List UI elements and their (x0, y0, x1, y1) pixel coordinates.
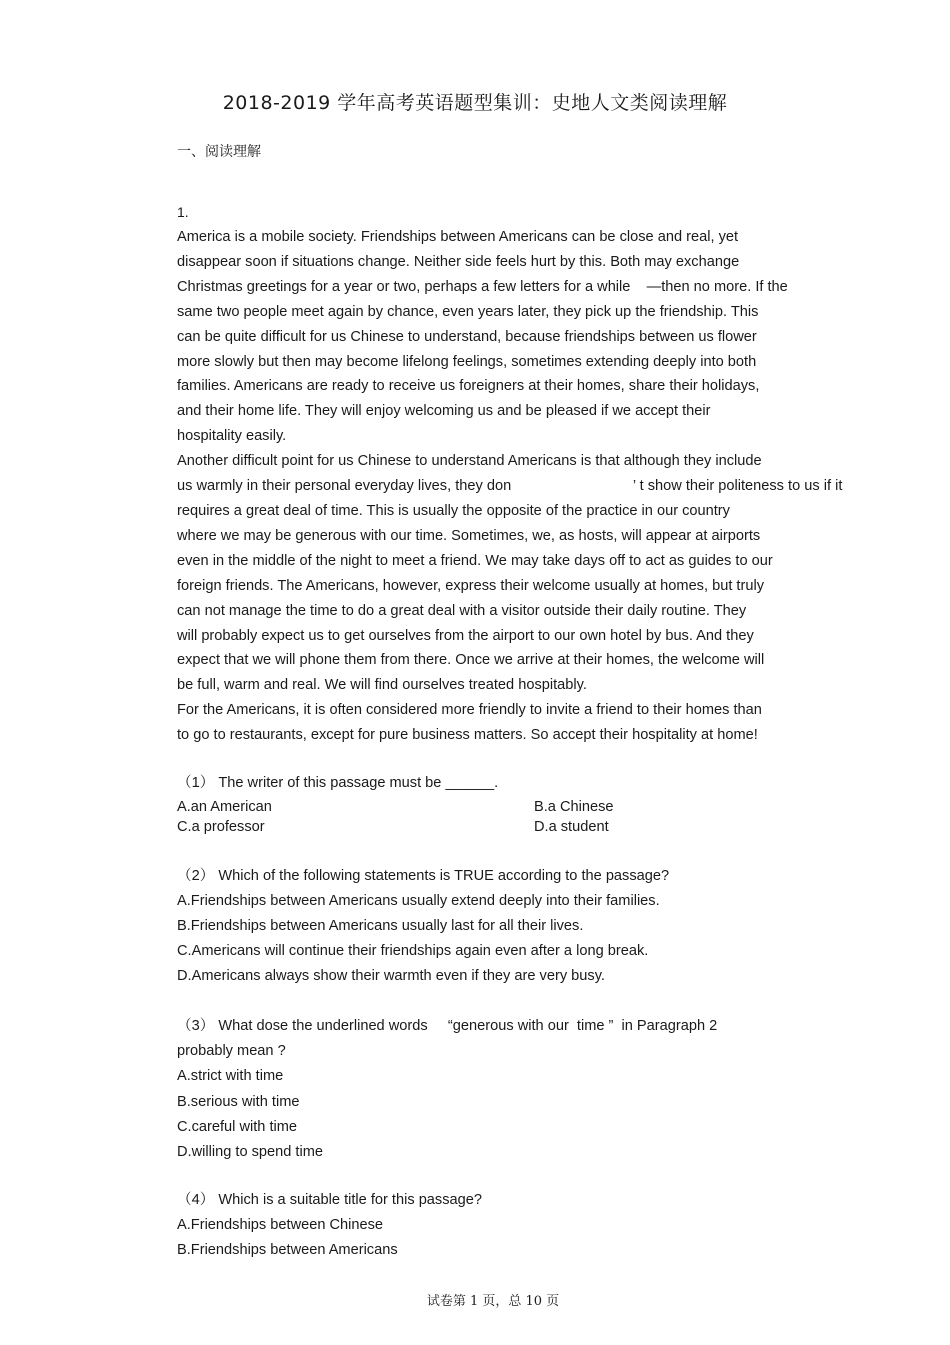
page-footer: 试卷第 1 页，总 10 页 (426, 1294, 560, 1309)
passage-line: For the Americans, it is often considered more friendly to invite a friend to their homes than (177, 702, 762, 719)
option-b: B.a Chinese (534, 799, 614, 815)
section-heading: 一、阅读理解 (177, 144, 261, 160)
question-stem: （1） The writer of this passage must be ______. (177, 775, 499, 791)
question-stem-continued: probably mean ? (177, 1043, 286, 1060)
question-2 (177, 864, 877, 989)
passage-line: more slowly but then may become lifelong feelings, sometimes extending deeply into both (177, 353, 757, 370)
question-number: 1. (177, 204, 189, 220)
passage-line: hospitality easily. (177, 428, 287, 445)
question-3 (177, 1014, 877, 1165)
passage-line: to go to restaurants, except for pure business matters. So accept their hospitality at home! (177, 727, 758, 744)
passage-line: expect that we will phone them from there. Once we arrive at their homes, the welcome will (177, 652, 765, 669)
option-c: C.careful with time (177, 1118, 298, 1135)
document-title: 2018-2019 学年高考英语题型集训：史地人文类阅读理解 (222, 92, 728, 114)
option-c: C.Americans will continue their friendships again even after a long break. (177, 943, 649, 959)
option-a: A.Friendships between Americans usually extend deeply into their families. (177, 893, 660, 909)
option-d: D.a student (534, 819, 609, 835)
option-a: A.strict with time (177, 1068, 284, 1085)
passage-line: will probably expect us to get ourselves from the airport to our own hotel by bus. And they (177, 627, 754, 644)
option-b: B.serious with time (177, 1093, 300, 1110)
passage-line: requires a great deal of time. This is usually the opposite of the practice in our country (177, 502, 730, 519)
passage-line: Christmas greetings for a year or two, perhaps a few letters for a while —then no more. If the (177, 278, 788, 295)
question-1 (177, 772, 877, 837)
passage-line: and their home life. They will enjoy welcoming us and be pleased if we accept their (177, 403, 711, 420)
passage-line: even in the middle of the night to meet a friend. We may take days off to act as guides to our (177, 552, 773, 569)
passage-line: same two people meet again by chance, even years later, they pick up the friendship. This (177, 303, 759, 320)
option-a: A.Friendships between Chinese (177, 1217, 384, 1234)
question-4 (177, 1188, 877, 1264)
passage-line: be full, warm and real. We will find ourselves treated hospitably. (177, 677, 587, 694)
option-d: D.willing to spend time (177, 1144, 324, 1161)
passage-line: families. Americans are ready to receive us foreigners at their homes, share their holidays, (177, 378, 760, 395)
reading-passage (177, 225, 877, 748)
question-stem: （4） Which is a suitable title for this passage? (177, 1192, 482, 1208)
option-c: C.a professor (177, 819, 265, 835)
passage-line: America is a mobile society. Friendships between Americans can be close and real, yet (177, 229, 739, 245)
passage-line: Another difficult point for us Chinese to understand Americans is that although they include (177, 453, 762, 470)
passage-line: disappear soon if situations change. Neither side feels hurt by this. Both may exchange (177, 253, 740, 270)
passage-line: can not manage the time to do a great deal with a visitor outside their daily routine. They (177, 602, 747, 619)
option-b: B.Friendships between Americans (177, 1242, 398, 1259)
option-a: A.an American (177, 799, 272, 815)
question-stem: （3） What dose the underlined words “generous with our time ” in Paragraph 2 (177, 1018, 718, 1034)
question-stem: （2） Which of the following statements is TRUE according to the passage? (177, 868, 670, 884)
option-d: D.Americans always show their warmth even if they are very busy. (177, 968, 605, 984)
option-b: B.Friendships between Americans usually last for all their lives. (177, 918, 584, 934)
passage-line: foreign friends. The Americans, however, express their welcome usually at homes, but truly (177, 577, 764, 594)
passage-line: where we may be generous with our time. Sometimes, we, as hosts, will appear at airports (177, 527, 761, 544)
passage-line: us warmly in their personal everyday lives, they don ’ t show their politeness to us if it (177, 478, 843, 495)
passage-line: can be quite difficult for us Chinese to understand, because friendships between us flower (177, 328, 757, 345)
